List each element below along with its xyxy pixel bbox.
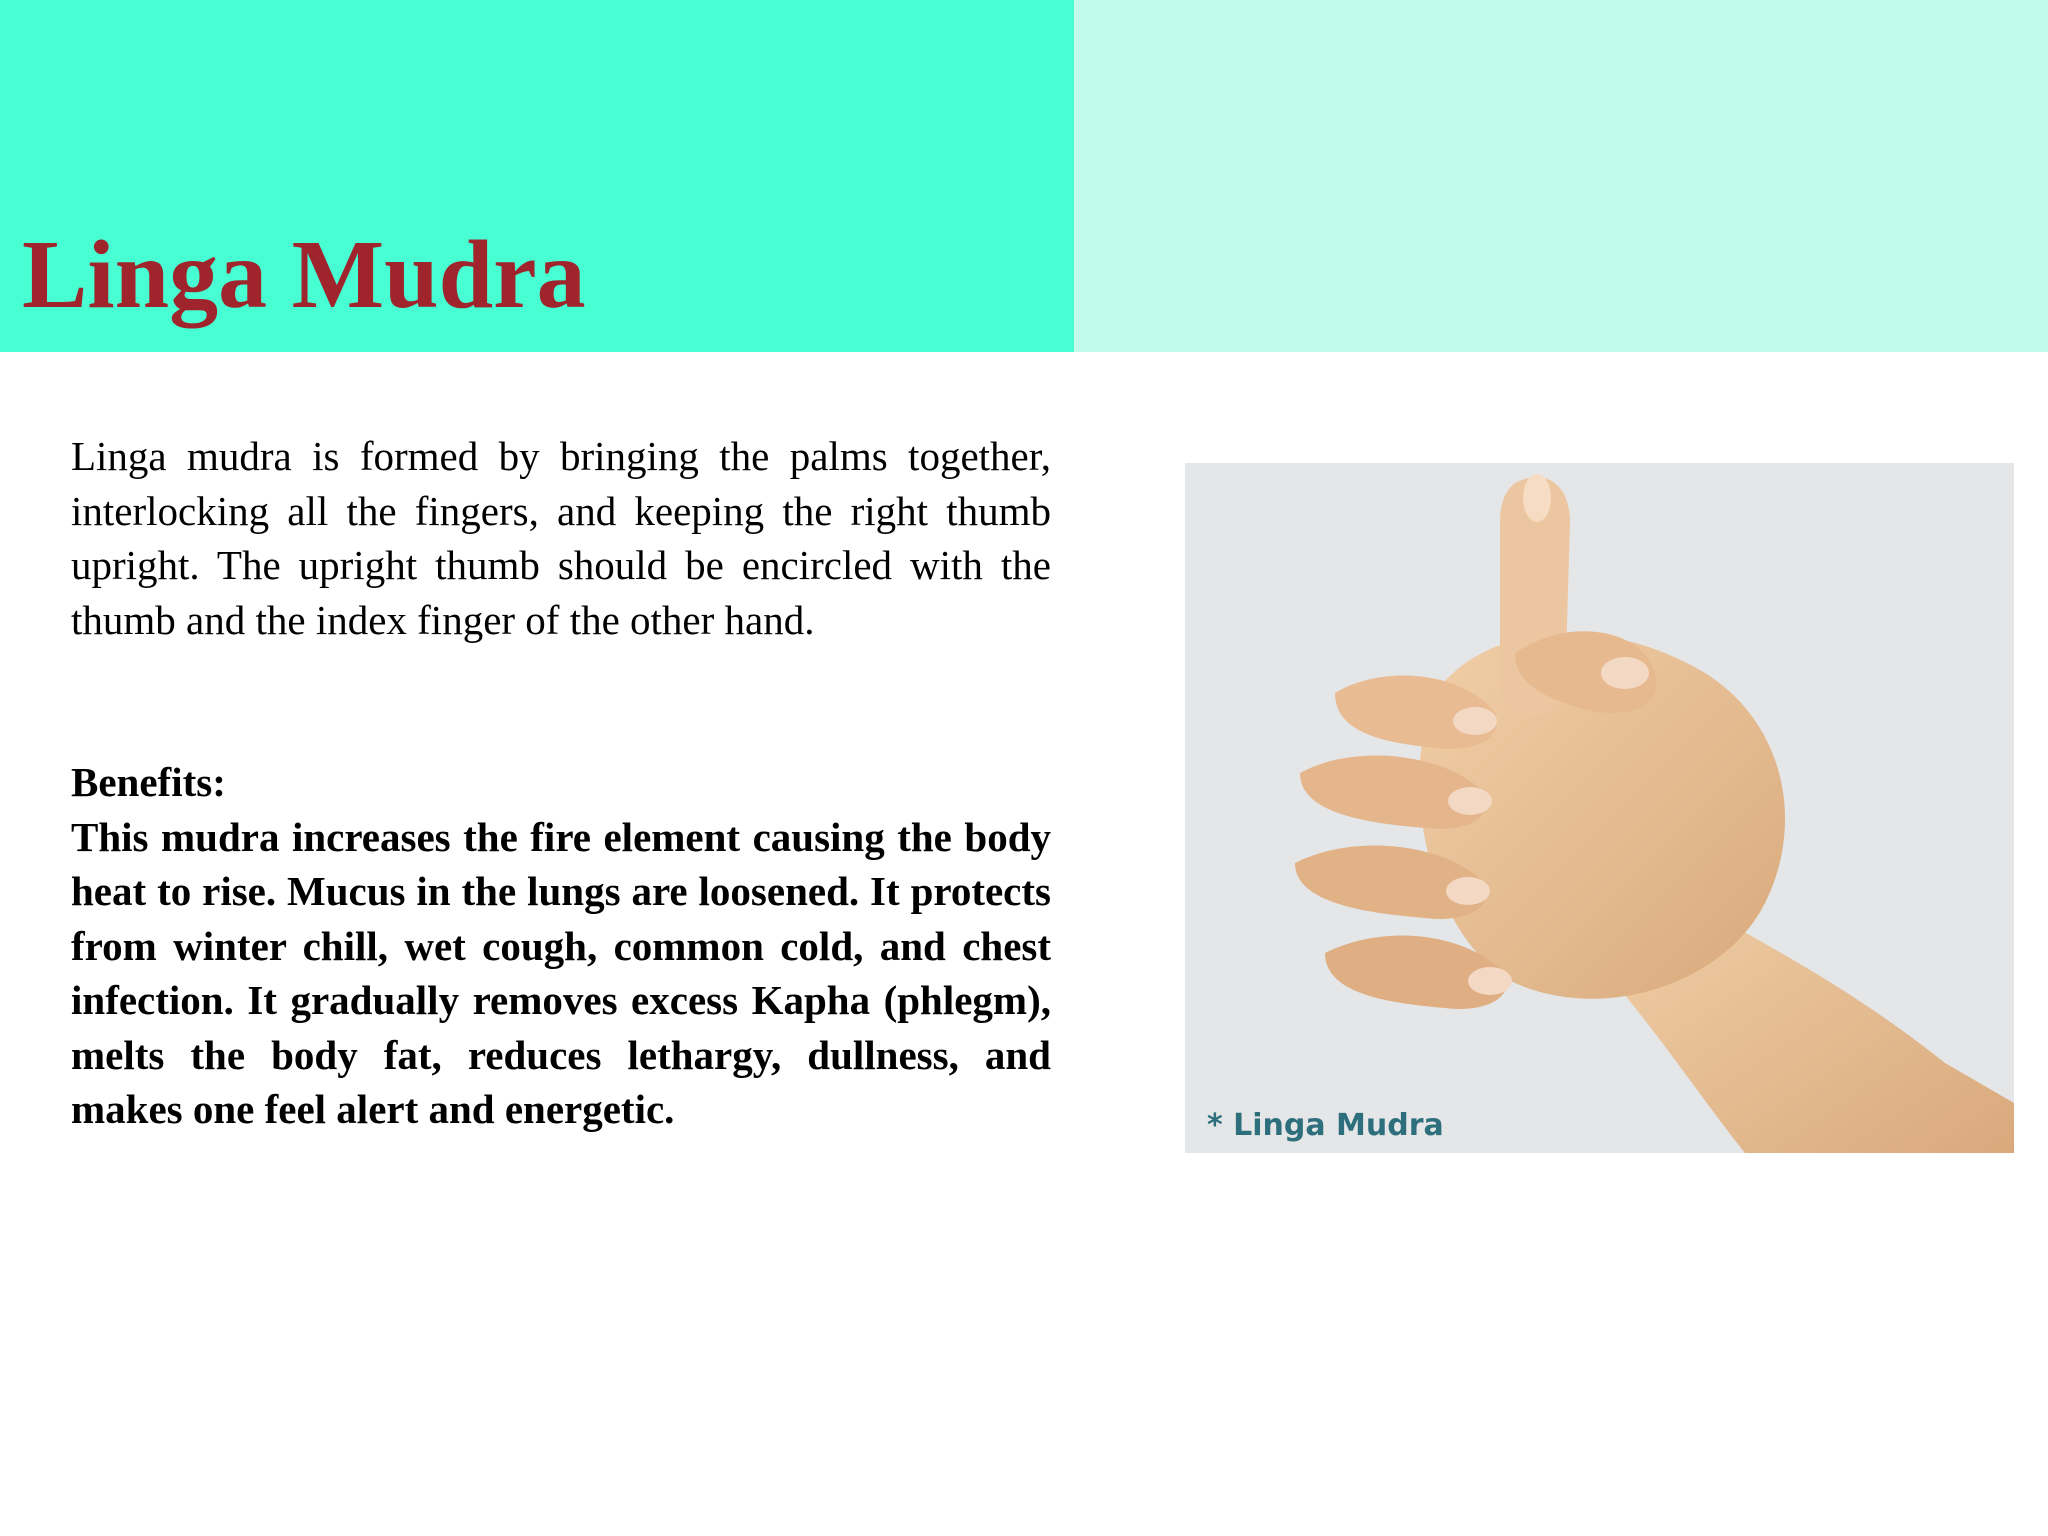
benefits-paragraph: This mudra increases the fire element causing the body heat to rise. Mucus in the lungs are loosened. It protects from winter chill, wet cough, common cold, and chest infection. It gradually removes excess Kapha (phlegm), melts the body fat, reduces lethargy, dullness, and makes one feel alert and energetic. [71,813,1051,1132]
photo-caption: * Linga Mudra [1207,1108,1444,1143]
header-band-right [1074,0,2048,352]
benefits-heading: Benefits: [71,759,226,805]
linga-mudra-photo [1185,463,2014,1153]
slide-title: Linga Mudra [22,221,586,329]
description-paragraph: Linga mudra is formed by bringing the palms together, interlocking all the fingers, and keeping the right thumb upright. The upright thumb should be encircled with the thumb and the index finger of the other hand. [71,433,1051,643]
hands-illustration [1185,463,2014,1153]
benefits-section [71,755,1051,1137]
text-column [71,429,1051,1137]
